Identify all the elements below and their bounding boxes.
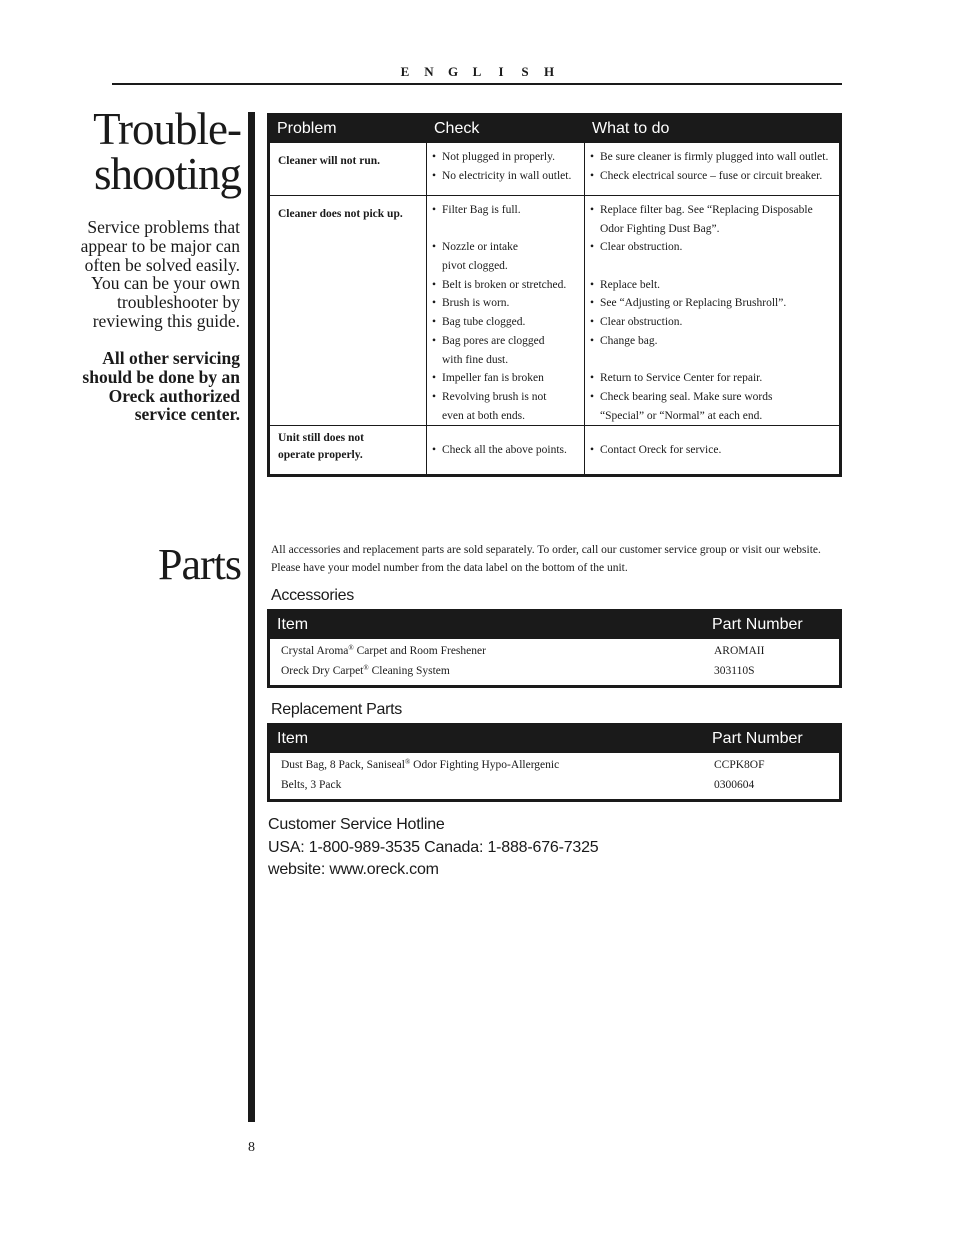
table-row: [270, 143, 839, 196]
header-rule: [112, 83, 842, 85]
check-cell: [432, 201, 580, 425]
bullet-item: • Check bearing seal. Make sure words: [590, 388, 835, 407]
item-name-text: Cleaning System: [368, 664, 450, 677]
bullet-item: • Change bag.: [590, 332, 835, 351]
problem-cell: [278, 205, 423, 224]
item-name: [281, 776, 341, 796]
service-note: [55, 349, 240, 424]
intro-line: You can be your own: [91, 273, 240, 294]
table-header-row: [270, 116, 839, 143]
check-cell: [432, 441, 580, 460]
bullet-item: • Brush is worn.: [432, 294, 580, 313]
vertical-divider-bar: [248, 112, 255, 1122]
part-number: CCPK8OF: [714, 759, 765, 771]
bullet-item: • Be sure cleaner is firmly plugged into wall outlet.: [590, 148, 835, 167]
intro-line: appear to be major can: [80, 235, 240, 256]
continuation-line: [590, 351, 835, 370]
page-number: 8: [248, 1140, 255, 1155]
troubleshooting-table: [267, 113, 842, 477]
list-item: [270, 756, 839, 776]
item-name-text: Dust Bag, 8 Pack, Saniseal: [281, 759, 405, 771]
list-item: [270, 662, 839, 682]
note-line: Oreck authorized: [108, 385, 240, 406]
hotline-phone-numbers: USA: 1-800-989-3535 Canada: 1-888-676-7325: [268, 838, 599, 856]
hotline-website: website: www.oreck.com: [268, 861, 439, 878]
continuation-line: pivot clogged.: [442, 260, 508, 273]
bullet-item: • Clear obstruction.: [590, 313, 835, 332]
replacement-parts-table: [267, 723, 842, 802]
bullet-item: • Contact Oreck for service.: [590, 441, 835, 460]
registered-mark: ®: [348, 644, 354, 652]
registered-mark: ®: [363, 663, 369, 672]
item-name-text: Carpet and Room Freshener: [353, 645, 486, 657]
language-letter: H: [543, 64, 555, 79]
accessories-heading: Accessories: [271, 587, 354, 604]
part-number: 0300604: [714, 778, 755, 791]
item-name-text: Odor Fighting Hypo-Allergenic: [410, 759, 560, 771]
item-name-text: Crystal Aroma: [281, 645, 349, 657]
column-divider: [584, 196, 585, 425]
title-line: Trouble-: [93, 104, 241, 154]
language-letter: I: [498, 64, 504, 79]
problem-text: operate properly.: [278, 449, 363, 461]
list-item: [270, 776, 839, 796]
item-name-text: Belts, 3 Pack: [281, 778, 342, 791]
column-divider: [584, 426, 585, 475]
hotline-title: Customer Service Hotline: [268, 816, 445, 833]
column-header-check: Check: [434, 120, 480, 137]
column-header-what-to-do: What to do: [592, 120, 670, 137]
problem-text: Cleaner will not run.: [278, 155, 381, 167]
column-divider: [426, 143, 427, 195]
list-item: [270, 642, 839, 662]
language-header: [112, 64, 842, 80]
item-name: [281, 662, 450, 682]
bullet-item: • Replace belt.: [590, 276, 835, 295]
language-letter: E: [400, 64, 410, 79]
column-header-item: Item: [277, 616, 309, 633]
action-cell: [590, 148, 835, 185]
table-row: [270, 426, 839, 475]
column-header-part-number: Part Number: [712, 730, 803, 747]
item-name: [281, 756, 559, 776]
bullet-item: • Replace filter bag. See “Replacing Disposable: [590, 201, 835, 220]
bullet-item: • Filter Bag is full.: [432, 201, 580, 220]
troubleshooting-title: [93, 104, 241, 199]
parts-title: Parts: [158, 540, 241, 589]
part-number: AROMAII: [714, 645, 765, 657]
bullet-item: • Impeller fan is broken: [432, 369, 580, 388]
item-name: [281, 642, 486, 662]
bullet-item: • Not plugged in properly.: [432, 148, 580, 167]
check-cell: [432, 148, 580, 185]
continuation-line: [432, 220, 580, 239]
column-header-item: Item: [277, 730, 309, 747]
continuation-line: [590, 257, 835, 276]
continuation-line: Odor Fighting Dust Bag”.: [600, 222, 720, 235]
accessories-table: [267, 609, 842, 688]
replacement-parts-heading: Replacement Parts: [271, 701, 402, 718]
note-line: should be done by an: [82, 366, 240, 387]
problem-cell: [278, 430, 423, 464]
title-line: shooting: [93, 149, 241, 199]
bullet-item: • Revolving brush is not: [432, 388, 580, 407]
column-divider: [584, 143, 585, 195]
column-divider: [426, 196, 427, 425]
bullet-item: • Bag pores are clogged: [432, 332, 580, 351]
bullet-item: • Check all the above points.: [432, 441, 580, 460]
table-header-row: [270, 612, 839, 639]
bullet-item: • Bag tube clogged.: [432, 313, 580, 332]
language-letter: L: [472, 64, 482, 79]
continuation-line: with fine dust.: [442, 353, 509, 366]
language-letter: G: [447, 64, 459, 79]
problem-cell: [278, 152, 423, 171]
column-header-problem: Problem: [277, 120, 337, 137]
item-name-text: Oreck Dry Carpet: [281, 664, 364, 677]
problem-text: Cleaner does not pick up.: [278, 208, 403, 220]
intro-line: Service problems that: [87, 217, 240, 237]
bullet-item: • Belt is broken or stretched.: [432, 276, 580, 295]
bullet-item: • Return to Service Center for repair.: [590, 369, 835, 388]
bullet-item: • No electricity in wall outlet.: [432, 167, 580, 186]
language-letter: S: [521, 64, 529, 79]
intro-line: often be solved easily.: [84, 254, 240, 275]
intro-line: reviewing this guide.: [92, 310, 240, 331]
column-header-part-number: Part Number: [712, 616, 803, 633]
column-divider: [426, 426, 427, 475]
intro-line: troubleshooter by: [117, 292, 240, 313]
continuation-line: “Special” or “Normal” at each end.: [600, 409, 763, 422]
continuation-line: even at both ends.: [442, 409, 526, 422]
action-cell: [590, 201, 835, 425]
language-letter: N: [424, 64, 434, 79]
registered-mark: ®: [404, 758, 411, 766]
bullet-item: • Nozzle or intake: [432, 238, 580, 257]
bullet-item: • Clear obstruction.: [590, 238, 835, 257]
note-line: All other servicing: [102, 348, 240, 368]
action-cell: [590, 441, 835, 460]
bullet-item: • See “Adjusting or Replacing Brushroll”.: [590, 294, 835, 313]
problem-text: Unit still does not: [278, 432, 364, 444]
troubleshooting-intro: [55, 218, 240, 331]
customer-service-hotline: [268, 814, 599, 882]
table-header-row: [270, 726, 839, 753]
note-line: service center.: [134, 404, 240, 425]
part-number: 303110S: [714, 664, 755, 677]
table-row: [270, 196, 839, 426]
bullet-item: • Check electrical source – fuse or circuit breaker.: [590, 167, 835, 186]
parts-intro: All accessories and replacement parts are sold separately. To order, call our customer service group or visit our website. Please have your model number from the data label on the bottom of the unit.: [271, 544, 821, 574]
